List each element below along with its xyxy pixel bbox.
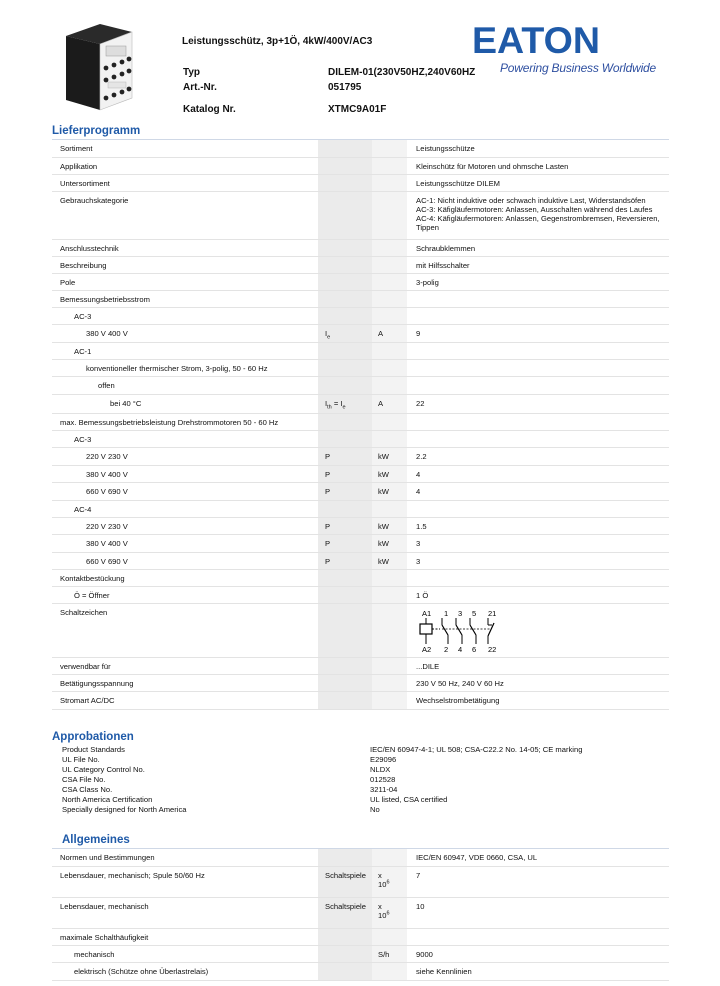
spec-value: 7 (407, 866, 669, 897)
spec-row (52, 928, 669, 945)
spec-value: AC-1: Nicht induktive oder schwach induktive Last, Widerstandsöfen AC-3: Käfigläufermotoren: Anlassen, Ausschalten während des Laufes AC-4: Käfigläufermotoren: Anlassen, Gegenstrombremsen, Reversieren, Tippen (407, 191, 669, 239)
spec-value: 3-polig (407, 273, 669, 290)
spec-row (52, 945, 669, 962)
spec-label: Untersortiment (52, 174, 318, 191)
article-number-label: Art.-Nr. (183, 82, 217, 93)
spec-row (52, 447, 669, 465)
spec-value: 1 Ö (407, 586, 669, 603)
approbation-row (62, 775, 662, 785)
spec-value (407, 376, 669, 394)
spec-label: Beschreibung (52, 256, 318, 273)
spec-value: 9000 (407, 945, 669, 962)
spec-symbol: P (318, 465, 372, 482)
terminal-label: A2 (422, 644, 432, 654)
spec-label: mechanisch (52, 945, 318, 962)
spec-symbol (318, 256, 372, 273)
spec-row (52, 324, 669, 342)
spec-row (52, 290, 669, 307)
terminal-label: 22 (488, 644, 497, 654)
spec-label: AC-3 (52, 307, 318, 324)
spec-row (52, 569, 669, 586)
spec-value: ...DILE (407, 657, 669, 674)
catalog-number-value: XTMC9A01F (328, 104, 387, 115)
spec-symbol (318, 674, 372, 691)
approbation-key: North America Certification (62, 795, 153, 804)
terminal-label: 3 (458, 608, 463, 618)
spec-unit (372, 569, 407, 586)
terminal-label: 5 (472, 608, 477, 618)
allgemeines-table (52, 849, 669, 981)
spec-unit: kW (372, 482, 407, 500)
spec-label: Pole (52, 273, 318, 290)
spec-value (407, 359, 669, 376)
spec-symbol: P (318, 552, 372, 569)
spec-unit (372, 256, 407, 273)
approbation-value: No (370, 805, 380, 814)
spec-value: Wechselstrombetätigung (407, 691, 669, 709)
spec-symbol (318, 603, 372, 657)
approbation-value: 012528 (370, 775, 396, 784)
spec-row (52, 376, 669, 394)
spec-label: Lebensdauer, mechanisch; Spule 50/60 Hz (52, 866, 318, 897)
spec-symbol (318, 342, 372, 359)
spec-row (52, 866, 669, 897)
spec-symbol (318, 376, 372, 394)
product-title: Leistungsschütz, 3p+1Ö, 4kW/400V/AC3 (182, 36, 373, 47)
spec-value (407, 290, 669, 307)
lieferprogramm-table (52, 140, 669, 710)
spec-label: Schaltzeichen (52, 603, 318, 657)
spec-symbol (318, 239, 372, 256)
spec-label: AC-3 (52, 430, 318, 447)
main-contact (456, 625, 462, 635)
article-number-value: 051795 (328, 82, 362, 93)
section-title-lieferprogramm: Lieferprogramm (52, 125, 141, 137)
spec-label: Anschlusstechnik (52, 239, 318, 256)
terminal-label: A1 (422, 608, 432, 618)
spec-row (52, 465, 669, 482)
approbation-key: Specially designed for North America (62, 805, 187, 814)
spec-unit: kW (372, 465, 407, 482)
main-contact (470, 625, 476, 635)
spec-symbol (318, 430, 372, 447)
spec-symbol (318, 273, 372, 290)
spec-row (52, 517, 669, 534)
spec-value: IEC/EN 60947, VDE 0660, CSA, UL (407, 849, 669, 866)
spec-value (407, 928, 669, 945)
spec-unit (372, 657, 407, 674)
spec-symbol (318, 691, 372, 709)
spec-label: verwendbar für (52, 657, 318, 674)
approbation-row (62, 795, 662, 805)
spec-label: Betätigungsspannung (52, 674, 318, 691)
spec-value: 2.2 (407, 447, 669, 465)
spec-symbol: Schaltspiele (318, 897, 372, 928)
spec-unit (372, 239, 407, 256)
spec-label: konventioneller thermischer Strom, 3-polig, 50 - 60 Hz (52, 359, 318, 376)
spec-value (407, 569, 669, 586)
spec-value: 10 (407, 897, 669, 928)
spec-row (52, 962, 669, 980)
spec-value (407, 307, 669, 324)
spec-row (52, 157, 669, 174)
brand-tagline: Powering Business Worldwide (500, 61, 657, 75)
spec-label: Normen und Bestimmungen (52, 849, 318, 866)
spec-row (52, 413, 669, 430)
spec-value (407, 603, 669, 657)
spec-unit: kW (372, 552, 407, 569)
spec-label: 220 V 230 V (52, 447, 318, 465)
spec-symbol: P (318, 447, 372, 465)
terminal-label: 2 (444, 644, 449, 654)
spec-row (52, 342, 669, 359)
spec-unit (372, 359, 407, 376)
spec-unit (372, 691, 407, 709)
spec-row (52, 552, 669, 569)
spec-row (52, 359, 669, 376)
logo-wordmark: EATON (472, 22, 600, 56)
spec-value: 22 (407, 394, 669, 413)
approbation-value: IEC/EN 60947-4-1; UL 508; CSA-C22.2 No. 14-05; CE marking (370, 745, 583, 754)
approbation-key: UL File No. (62, 755, 100, 764)
spec-row (52, 691, 669, 709)
main-contact (442, 625, 448, 635)
spec-label: offen (52, 376, 318, 394)
spec-unit (372, 928, 407, 945)
spec-unit (372, 962, 407, 980)
spec-symbol (318, 413, 372, 430)
spec-symbol (318, 307, 372, 324)
spec-row (52, 603, 669, 657)
spec-symbol: P (318, 482, 372, 500)
eaton-logo (472, 22, 602, 56)
spec-label: Sortiment (52, 140, 318, 157)
spec-label: Ö = Öffner (52, 586, 318, 603)
spec-symbol: $I_e$ (318, 324, 372, 342)
spec-value: 230 V 50 Hz, 240 V 60 Hz (407, 674, 669, 691)
spec-unit (372, 273, 407, 290)
spec-row (52, 430, 669, 447)
spec-unit (372, 191, 407, 239)
spec-label: bei 40 °C (52, 394, 318, 413)
spec-symbol (318, 500, 372, 517)
spec-row (52, 174, 669, 191)
spec-label: Bemessungsbetriebsstrom (52, 290, 318, 307)
spec-value: 4 (407, 482, 669, 500)
spec-row (52, 394, 669, 413)
section-title-allgemeines: Allgemeines (62, 834, 130, 846)
spec-value: siehe Kennlinien (407, 962, 669, 980)
spec-value: 1.5 (407, 517, 669, 534)
spec-label: Stromart AC/DC (52, 691, 318, 709)
spec-value: mit Hilfsschalter (407, 256, 669, 273)
spec-symbol: P (318, 534, 372, 552)
spec-label: AC-4 (52, 500, 318, 517)
spec-unit (372, 157, 407, 174)
spec-unit (372, 290, 407, 307)
type-value: DILEM-01(230V50HZ,240V60HZ (328, 67, 476, 78)
spec-unit: x $10^6$ (372, 866, 407, 897)
spec-row (52, 273, 669, 290)
section-title-approbationen: Approbationen (52, 731, 134, 743)
spec-row (52, 307, 669, 324)
spec-unit (372, 413, 407, 430)
spec-row (52, 191, 669, 239)
spec-label: 380 V 400 V (52, 465, 318, 482)
catalog-number-label: Katalog Nr. (183, 104, 236, 115)
spec-symbol (318, 191, 372, 239)
terminal-label: 4 (458, 644, 463, 654)
schaltzeichen-diagram (416, 608, 506, 654)
approbation-row (62, 785, 662, 795)
spec-symbol (318, 569, 372, 586)
spec-unit (372, 140, 407, 157)
spec-label: Kontaktbestückung (52, 569, 318, 586)
spec-row (52, 586, 669, 603)
spec-value (407, 413, 669, 430)
coil-symbol (420, 624, 432, 634)
terminal-label: 6 (472, 644, 477, 654)
approbation-value: 3211-04 (370, 785, 398, 794)
spec-symbol (318, 359, 372, 376)
spec-label: elektrisch (Schütze ohne Überlastrelais) (52, 962, 318, 980)
approbation-value: E29096 (370, 755, 397, 764)
spec-unit: S/h (372, 945, 407, 962)
approbation-value: UL listed, CSA certified (370, 795, 448, 804)
spec-value: Leistungsschütze DILEM (407, 174, 669, 191)
approbation-key: CSA File No. (62, 775, 106, 784)
spec-label: max. Bemessungsbetriebsleistung Drehstrommotoren 50 - 60 Hz (52, 413, 318, 430)
spec-row (52, 482, 669, 500)
approbation-row (62, 765, 662, 775)
spec-symbol: P (318, 517, 372, 534)
spec-row (52, 657, 669, 674)
spec-label: 380 V 400 V (52, 534, 318, 552)
type-label: Typ (183, 67, 201, 78)
spec-unit (372, 342, 407, 359)
spec-unit (372, 849, 407, 866)
spec-value: 3 (407, 534, 669, 552)
spec-unit: x $10^6$ (372, 897, 407, 928)
approbation-value: NLDX (370, 765, 391, 774)
spec-symbol (318, 945, 372, 962)
spec-value: Kleinschütz für Motoren und ohmsche Lasten (407, 157, 669, 174)
spec-value (407, 500, 669, 517)
spec-unit (372, 307, 407, 324)
approbation-key: CSA Class No. (62, 785, 113, 794)
spec-symbol (318, 962, 372, 980)
approbation-row (62, 805, 662, 815)
spec-row (52, 500, 669, 517)
spec-symbol (318, 849, 372, 866)
spec-unit: A (372, 324, 407, 342)
spec-label: 660 V 690 V (52, 552, 318, 569)
spec-unit (372, 430, 407, 447)
spec-row (52, 534, 669, 552)
spec-symbol (318, 928, 372, 945)
spec-label: Applikation (52, 157, 318, 174)
spec-unit (372, 674, 407, 691)
spec-value (407, 430, 669, 447)
spec-label: AC-1 (52, 342, 318, 359)
approbation-key: UL Category Control No. (62, 765, 145, 774)
spec-symbol (318, 140, 372, 157)
spec-unit (372, 174, 407, 191)
spec-unit: A (372, 394, 407, 413)
spec-value: 3 (407, 552, 669, 569)
spec-value: 9 (407, 324, 669, 342)
spec-unit (372, 586, 407, 603)
spec-row (52, 897, 669, 928)
spec-unit (372, 500, 407, 517)
spec-row (52, 239, 669, 256)
spec-unit: kW (372, 534, 407, 552)
spec-label: 660 V 690 V (52, 482, 318, 500)
spec-symbol (318, 174, 372, 191)
spec-unit (372, 603, 407, 657)
spec-label: Gebrauchskategorie (52, 191, 318, 239)
spec-value: Schraubklemmen (407, 239, 669, 256)
spec-symbol (318, 157, 372, 174)
product-image (60, 18, 135, 113)
spec-row (52, 674, 669, 691)
spec-symbol: Schaltspiele (318, 866, 372, 897)
spec-label: 220 V 230 V (52, 517, 318, 534)
spec-label: maximale Schalthäufigkeit (52, 928, 318, 945)
spec-label: 380 V 400 V (52, 324, 318, 342)
approbationen-list (62, 745, 662, 815)
spec-row (52, 849, 669, 866)
spec-value: 4 (407, 465, 669, 482)
terminal-label: 21 (488, 608, 497, 618)
spec-unit: kW (372, 447, 407, 465)
spec-value: Leistungsschütze (407, 140, 669, 157)
spec-symbol (318, 657, 372, 674)
terminal-label: 1 (444, 608, 449, 618)
spec-unit (372, 376, 407, 394)
spec-unit: kW (372, 517, 407, 534)
approbation-row (62, 755, 662, 765)
datasheet-header (0, 0, 720, 125)
spec-value (407, 342, 669, 359)
approbation-row (62, 745, 662, 755)
spec-row (52, 140, 669, 157)
spec-symbol (318, 586, 372, 603)
spec-row (52, 256, 669, 273)
spec-symbol (318, 290, 372, 307)
approbation-key: Product Standards (62, 745, 125, 754)
spec-label: Lebensdauer, mechanisch (52, 897, 318, 928)
spec-symbol: $I_{th} = I_e$ (318, 394, 372, 413)
